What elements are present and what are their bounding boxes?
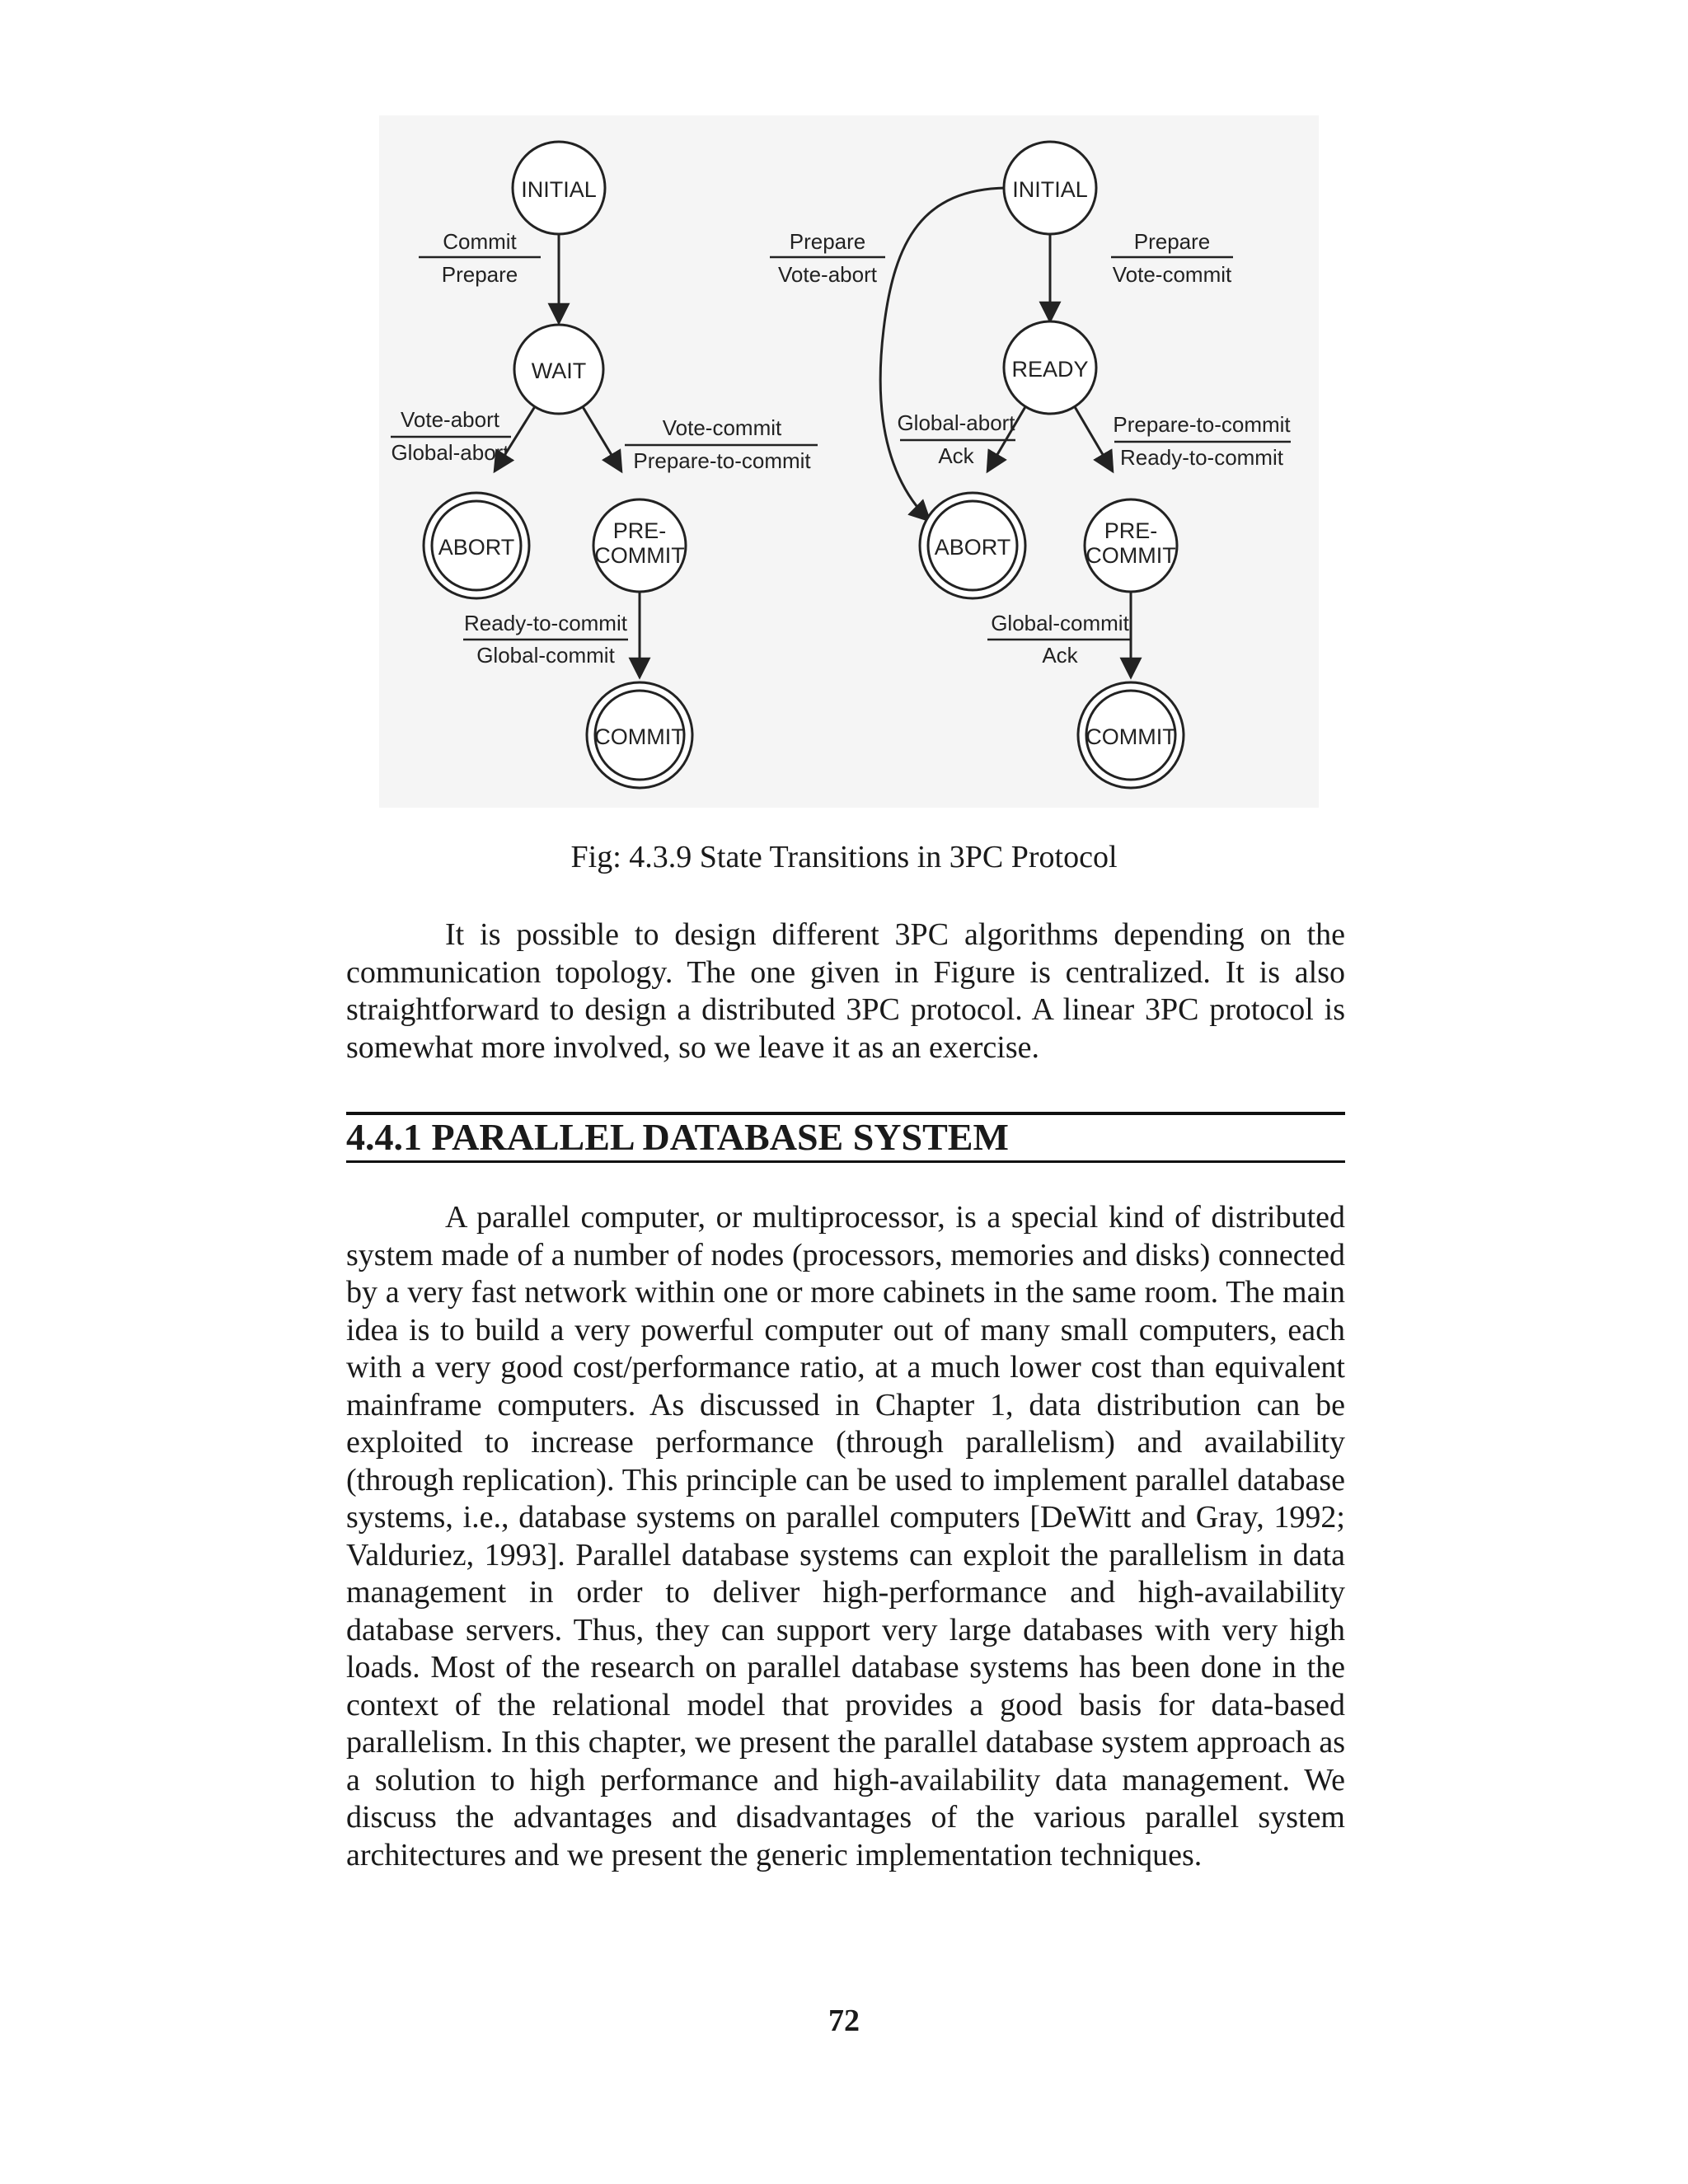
state-abort (920, 493, 1025, 598)
svg-text:Prepare: Prepare (1133, 229, 1211, 254)
svg-text:Ready-to-commit: Ready-to-commit (1120, 445, 1283, 470)
svg-text:Global-commit: Global-commit (991, 611, 1129, 635)
svg-text:Vote-abort: Vote-abort (778, 262, 877, 287)
svg-text:Global-abort: Global-abort (391, 440, 509, 465)
state-label: INITIAL (1012, 177, 1088, 202)
state-label: COMMIT (1085, 543, 1176, 568)
svg-text:Vote-abort: Vote-abort (401, 407, 499, 432)
state-label: COMMIT (594, 724, 685, 749)
transition-label (391, 407, 511, 465)
svg-text:Global-abort: Global-abort (897, 410, 1015, 435)
state-precommit (1085, 499, 1177, 592)
state-label: READY (1011, 357, 1089, 382)
state-label: PRE- (612, 518, 667, 543)
transition-label (1113, 412, 1291, 470)
body-paragraph (346, 1199, 1345, 1874)
state-label: PRE- (1104, 518, 1158, 543)
svg-text:Vote-commit: Vote-commit (1112, 262, 1232, 287)
svg-text:Commit: Commit (443, 229, 517, 254)
svg-text:Global-commit: Global-commit (476, 643, 615, 668)
transition-label (463, 611, 628, 668)
svg-text:Prepare-to-commit: Prepare-to-commit (633, 448, 811, 473)
state-label: COMMIT (1085, 724, 1176, 749)
state-initial (1004, 142, 1096, 234)
svg-text:Ack: Ack (938, 443, 974, 468)
svg-text:Prepare-to-commit: Prepare-to-commit (1113, 412, 1291, 437)
state-transition-diagram (379, 115, 1319, 808)
state-initial (513, 142, 605, 234)
heading-rule-bottom (346, 1160, 1345, 1163)
svg-text:Vote-commit: Vote-commit (662, 415, 782, 440)
paragraph-text: It is possible to design different 3PC algorithms depending on the communication topology. The one given in Figure is centralized. It is also straightforward to design a distributed 3PC protocol. A linear 3PC protocol is somewhat more involved, so we leave it as an exercise. (346, 917, 1345, 1065)
svg-text:Prepare: Prepare (441, 262, 518, 287)
figure-caption: Fig: 4.3.9 State Transitions in 3PC Protocol (570, 840, 1118, 874)
svg-text:Ready-to-commit: Ready-to-commit (464, 611, 627, 635)
state-label: ABORT (934, 535, 1011, 560)
state-commit (1078, 682, 1184, 788)
body-paragraph (346, 916, 1345, 1066)
state-label: ABORT (438, 535, 515, 560)
page-number: 72 (828, 2004, 860, 2038)
svg-text:Ack: Ack (1042, 643, 1078, 668)
state-abort (424, 493, 529, 598)
state-label: WAIT (531, 359, 587, 383)
svg-text:Prepare: Prepare (789, 229, 866, 254)
state-commit (587, 682, 692, 788)
section-heading: 4.4.1 PARALLEL DATABASE SYSTEM (346, 1116, 1009, 1158)
state-label: INITIAL (521, 177, 597, 202)
state-precommit (593, 499, 686, 592)
paragraph-text: A parallel computer, or multiprocessor, is a special kind of distributed system made of a number of nodes (processors, memories and disks) connected by a very fast network within one or more cabinets in the same room. The main idea is to build a very powerful computer out of many small computers, each with a very good cost/performance ratio, at a much lower cost than equivalent mainframe computers. As discussed in Chapter 1, data distribution can be exploited to increase performance (through parallelism) and availability (through replication). This principle can be used to implement parallel database systems, i.e., database systems on parallel computers [DeWitt and Gray, 1992; Valduriez, 1993]. Parallel database systems can exploit the parallelism in data management in order to deliver high-performance and high-availability database servers. Thus, they can support very large databases with very high loads. Most of the research on parallel database systems has been done in the context of the relational model that provides a good basis for data-based parallelism. In this chapter, we present the parallel database system approach as a solution to high performance and high-availability data management. We discuss the advantages and disadvantages of the various parallel system architectures and we present the generic implementation techniques. (346, 1200, 1345, 1872)
state-wait (514, 325, 603, 414)
state-ready (1004, 321, 1096, 414)
state-label: COMMIT (594, 543, 685, 568)
